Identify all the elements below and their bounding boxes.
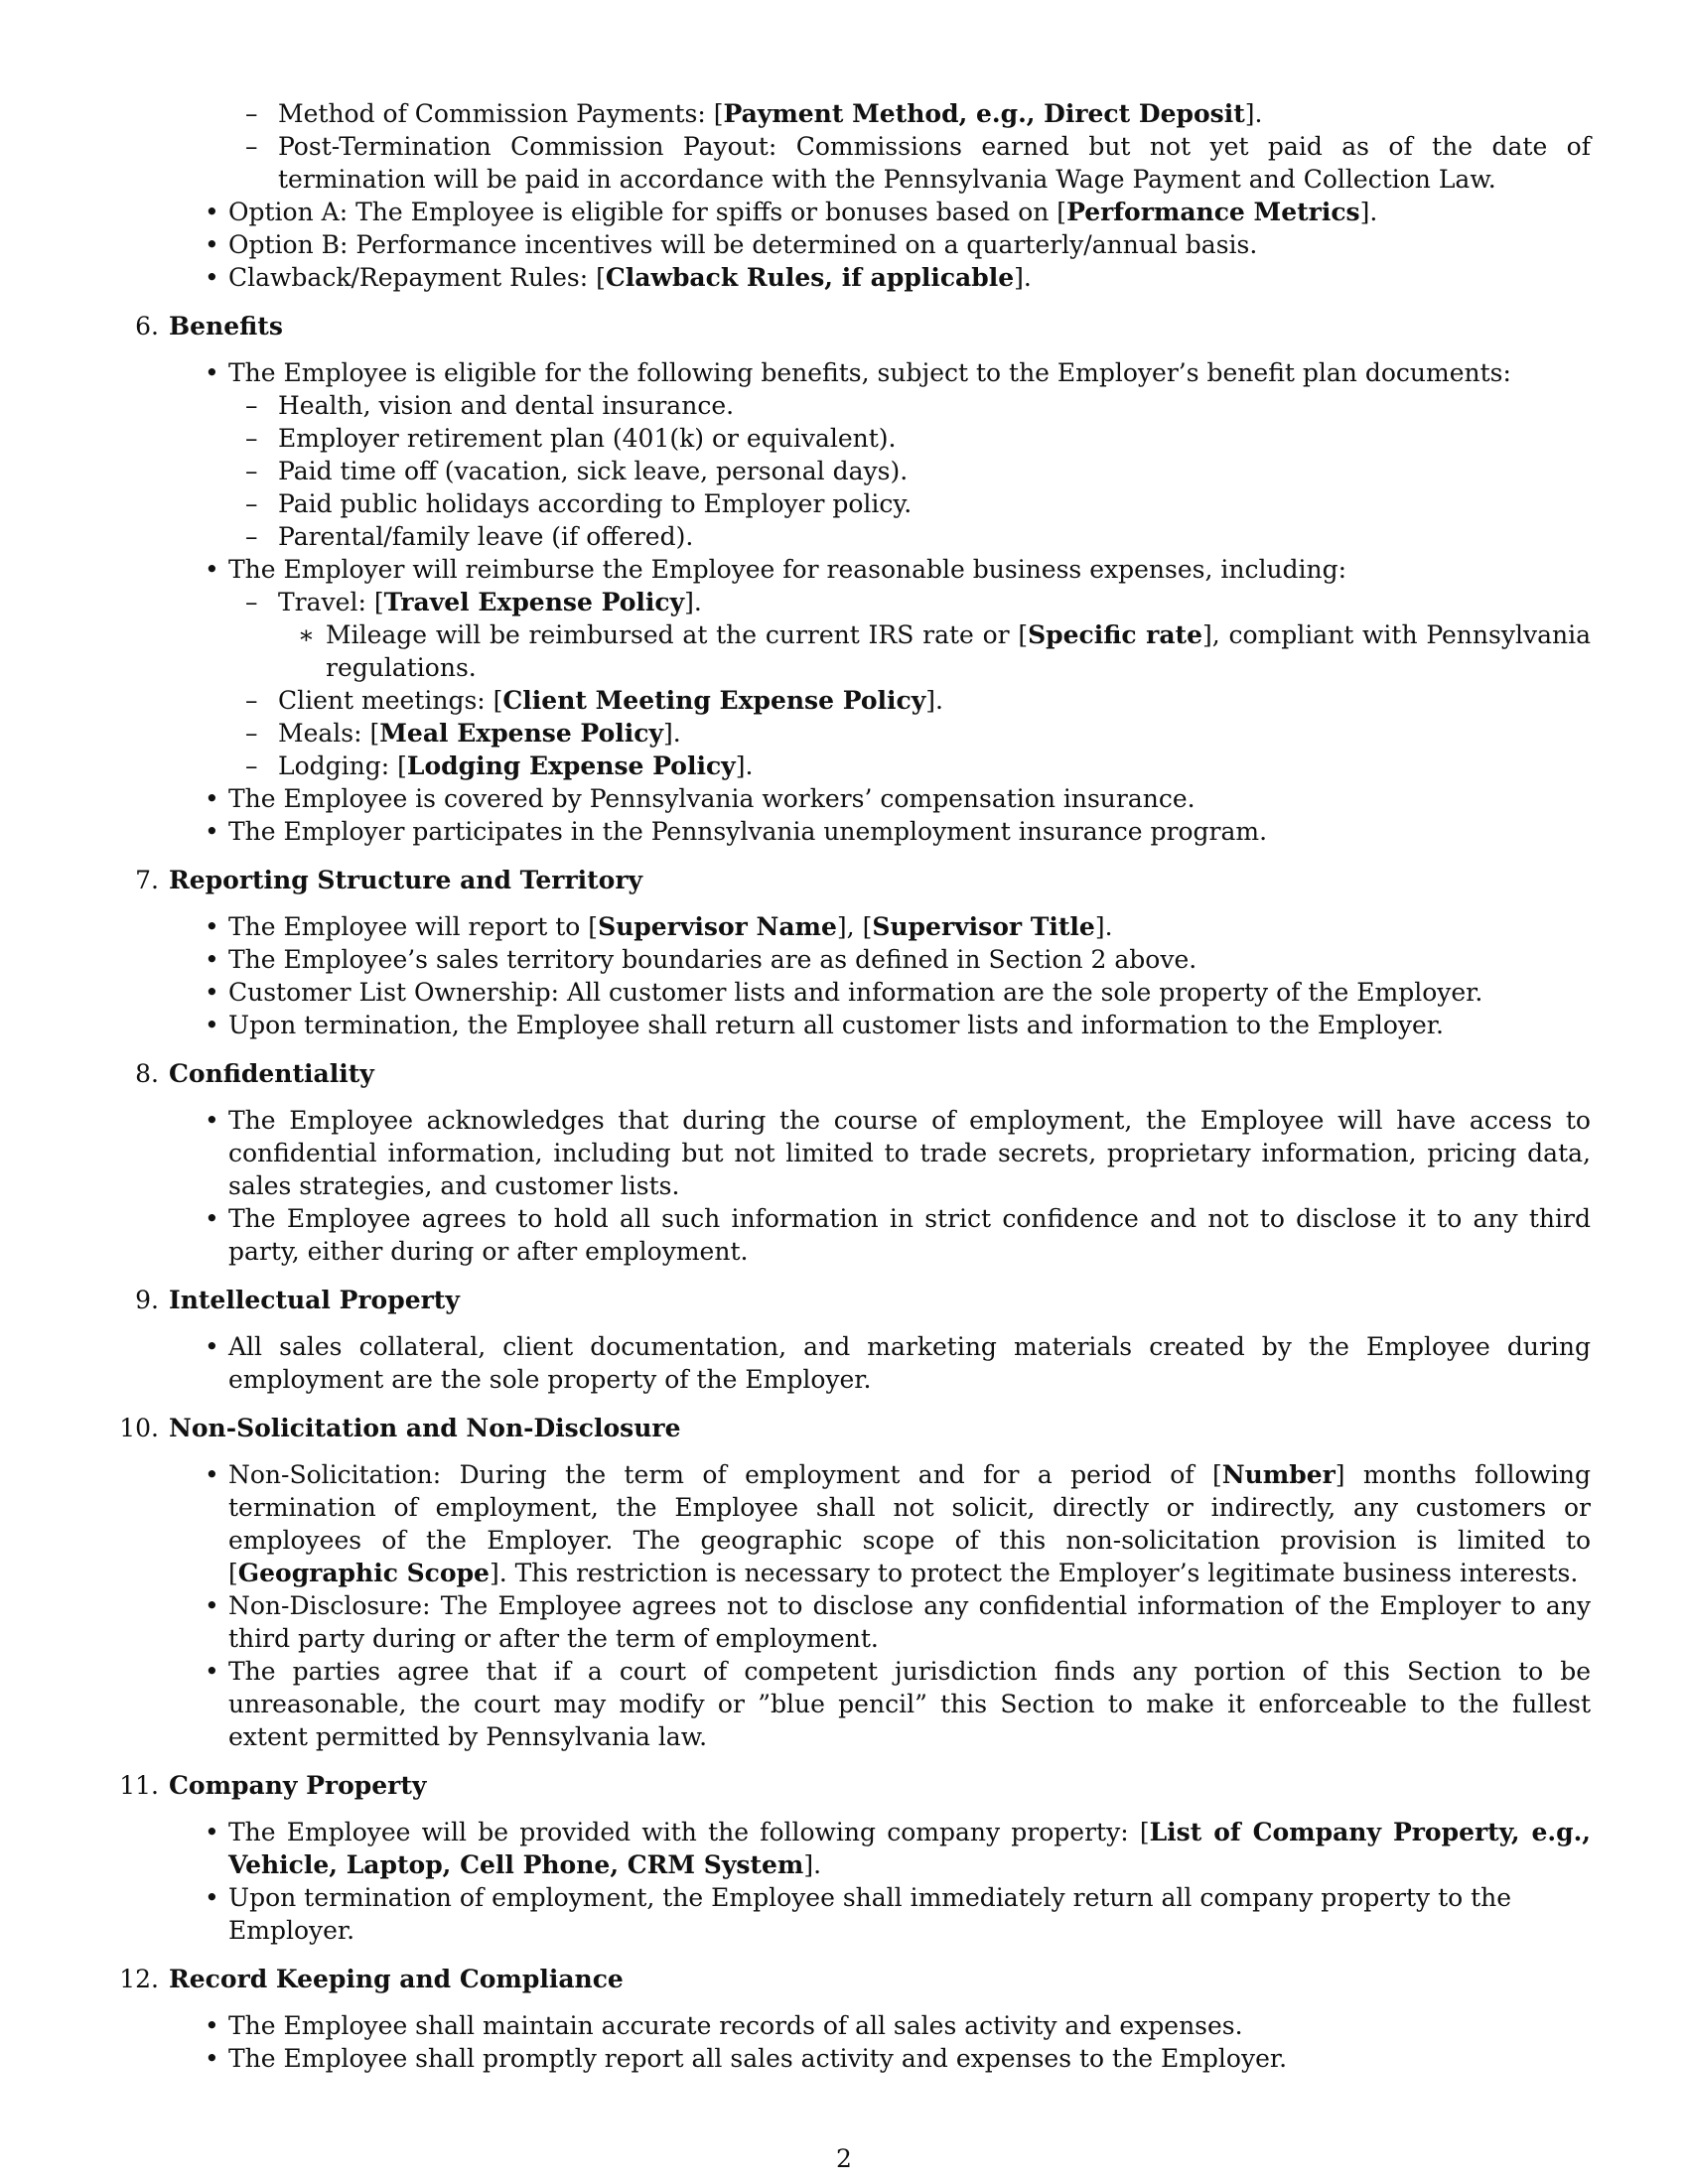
section-heading-intellectual-property: 9. Intellectual Property xyxy=(135,1286,460,1314)
section-heading-benefits: 6. Benefits xyxy=(135,312,283,341)
list-item: • All sales collateral, client documentation, and marketing materials created by the Employee during employment are the sole property of the Employer. xyxy=(89,1330,1591,1396)
section-reporting-list xyxy=(89,910,1591,1041)
list-item: • The parties agree that if a court of competent jurisdiction finds any portion of this Section to be unreasonable, the court may modify or ”blue pencil” this Section to make it enforceable to the fullest extent permitted by Pennsylvania law. xyxy=(89,1655,1591,1753)
list-item: • The Employee is covered by Pennsylvania workers’ compensation insurance. xyxy=(89,782,1591,815)
section-intellectual-property-list xyxy=(89,1330,1591,1396)
list-item: • The Employee shall promptly report all sales activity and expenses to the Employer. xyxy=(89,2042,1591,2075)
list-item: • Upon termination, the Employee shall return all customer lists and information to the Employer. xyxy=(89,1009,1591,1041)
list-item: • Customer List Ownership: All customer lists and information are the sole property of the Employer. xyxy=(89,976,1591,1009)
list-item: • The Employee agrees to hold all such information in strict confidence and not to disclose it to any third party, either during or after employment. xyxy=(89,1202,1591,1268)
list-item: • Non-Disclosure: The Employee agrees not to disclose any confidential information of the Employer to any third party during or after the term of employment. xyxy=(89,1589,1591,1655)
section-heading-record-keeping: 12. Record Keeping and Compliance xyxy=(119,1965,624,1993)
list-item: • Option B: Performance incentives will be determined on a quarterly/annual basis. xyxy=(89,228,1591,261)
list-item: – Post-Termination Commission Payout: Commissions earned but not yet paid as of the date of termination will be paid in accordance with the Pennsylvania Wage Payment and Collection Law. xyxy=(89,130,1591,196)
list-item: – Client meetings: [Client Meeting Expense Policy]. xyxy=(89,684,1591,717)
section-heading-confidentiality: 8. Confidentiality xyxy=(135,1059,374,1088)
list-item: • The Employee is eligible for the following benefits, subject to the Employer’s benefit plan documents: xyxy=(89,356,1591,389)
list-item: – Paid time off (vacation, sick leave, personal days). xyxy=(89,455,1591,487)
list-item: – Employer retirement plan (401(k) or equivalent). xyxy=(89,422,1591,455)
list-item: – Meals: [Meal Expense Policy]. xyxy=(89,717,1591,750)
list-item: • The Employer will reimburse the Employee for reasonable business expenses, including: xyxy=(89,553,1591,586)
list-item: • The Employee will report to [Supervisor Name], [Supervisor Title]. xyxy=(89,910,1591,943)
section-confidentiality-list xyxy=(89,1104,1591,1268)
list-item: • The Employee’s sales territory boundaries are as defined in Section 2 above. xyxy=(89,943,1591,976)
list-item: • The Employee shall maintain accurate records of all sales activity and expenses. xyxy=(89,2009,1591,2042)
section-record-keeping-list xyxy=(89,2009,1591,2075)
section-non-solicitation-list xyxy=(89,1458,1591,1753)
list-item: • Upon termination of employment, the Employee shall immediately return all company property to the Employer. xyxy=(89,1881,1591,1947)
list-item: • Non-Solicitation: During the term of employment and for a period of [Number] months following termination of employment, the Employee shall not solicit, directly or indirectly, any customers or employees of the Employer. The geographic scope of this non-solicitation provision is limited to [Geographic Scope]. This restriction is necessary to protect the Employer’s legitimate business interests. xyxy=(89,1458,1591,1589)
list-item: – Parental/family leave (if offered). xyxy=(89,520,1591,553)
list-item: – Lodging: [Lodging Expense Policy]. xyxy=(89,750,1591,782)
list-item: • The Employee will be provided with the following company property: [List of Company Property, e.g., Vehicle, Laptop, Cell Phone, CRM System]. xyxy=(89,1816,1591,1881)
section-heading-company-property: 11. Company Property xyxy=(119,1771,427,1800)
list-item: – Method of Commission Payments: [Payment Method, e.g., Direct Deposit]. xyxy=(89,97,1591,130)
list-item: – Paid public holidays according to Employer policy. xyxy=(89,487,1591,520)
list-item: • The Employee acknowledges that during the course of employment, the Employee will have access to confidential information, including but not limited to trade secrets, proprietary information, pricing data, sales strategies, and customer lists. xyxy=(89,1104,1591,1202)
section-heading-non-solicitation: 10. Non-Solicitation and Non-Disclosure xyxy=(119,1414,681,1442)
list-item: • Option A: The Employee is eligible for spiffs or bonuses based on [Performance Metrics]. xyxy=(89,196,1591,228)
list-item: – Travel: [Travel Expense Policy]. xyxy=(89,586,1591,618)
continuation-list xyxy=(89,97,1591,294)
list-item: • Clawback/Repayment Rules: [Clawback Rules, if applicable]. xyxy=(89,261,1591,294)
list-item: ∗ Mileage will be reimbursed at the current IRS rate or [Specific rate], compliant with Pennsylvania regulations. xyxy=(89,618,1591,684)
section-benefits-list xyxy=(89,356,1591,848)
document-page xyxy=(89,97,1591,2075)
list-item: – Health, vision and dental insurance. xyxy=(89,389,1591,422)
section-heading-reporting: 7. Reporting Structure and Territory xyxy=(135,866,643,894)
page-number: 2 xyxy=(836,2144,852,2173)
list-item: • The Employer participates in the Pennsylvania unemployment insurance program. xyxy=(89,815,1591,848)
section-company-property-list xyxy=(89,1816,1591,1947)
